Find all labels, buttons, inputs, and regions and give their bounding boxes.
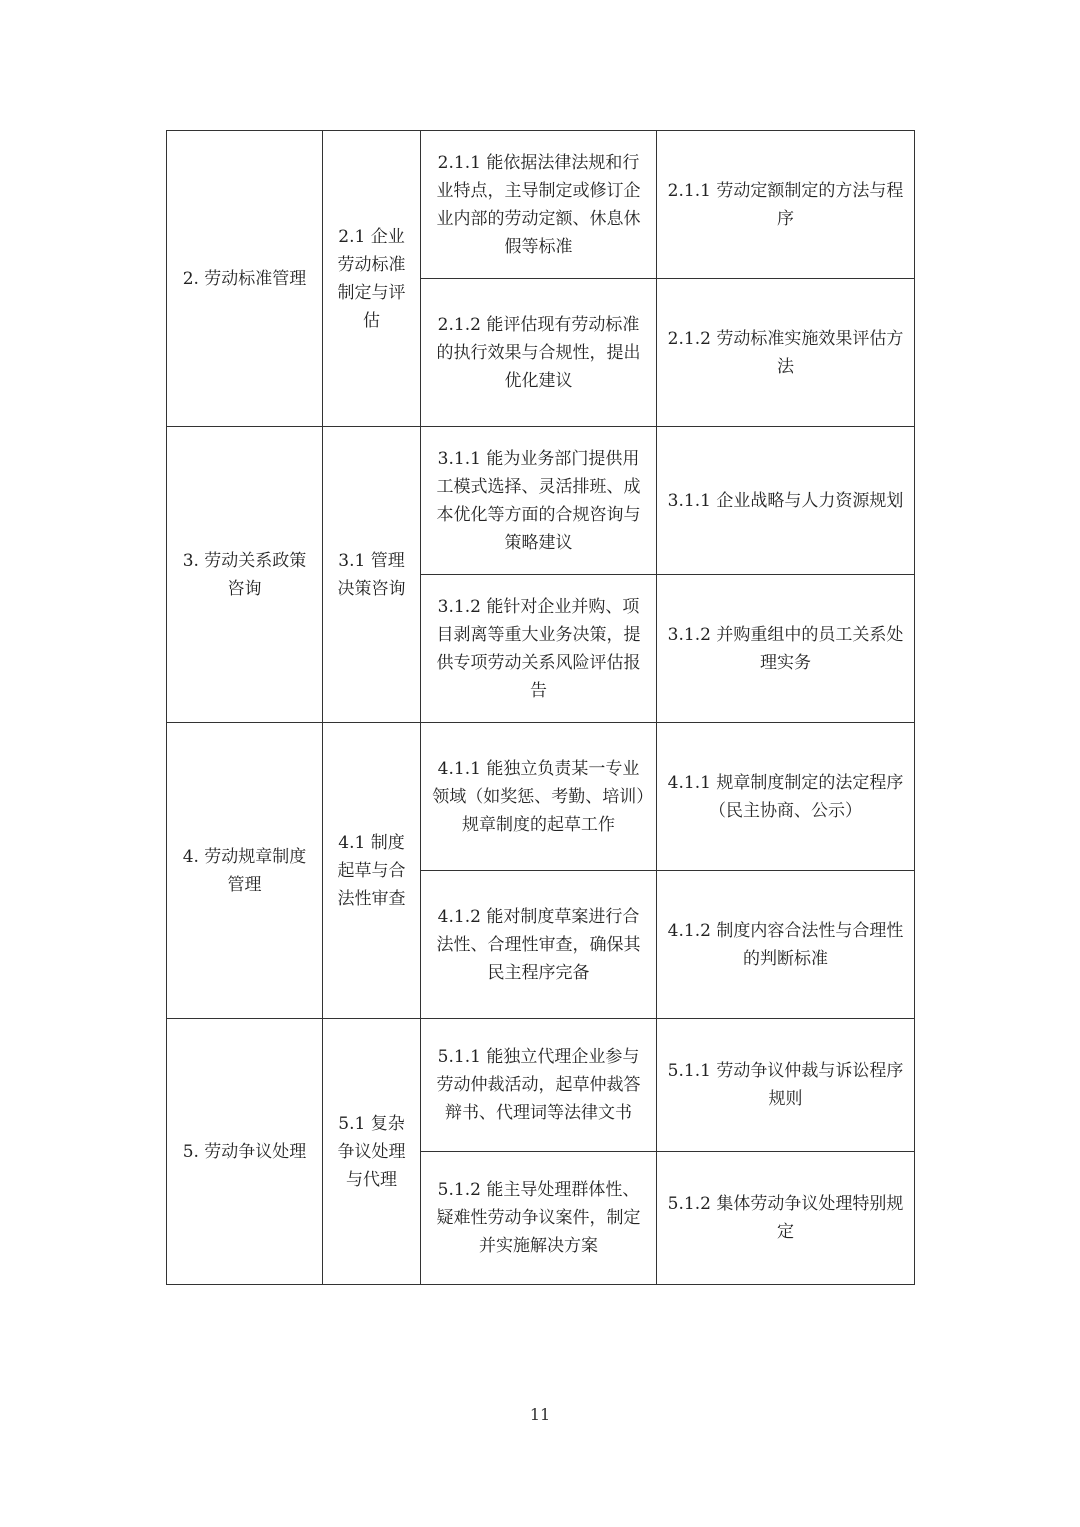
function-cell: 3. 劳动关系政策咨询: [167, 427, 323, 723]
knowledge-cell: 4.1.2 制度内容合法性与合理性的判断标准: [657, 871, 915, 1019]
table-row: [167, 723, 915, 871]
table-row: [167, 427, 915, 575]
page-number: 11: [529, 1405, 551, 1424]
skill-cell: 2.1.1 能依据法律法规和行业特点，主导制定或修订企业内部的劳动定额、休息休假等标准: [421, 131, 657, 279]
knowledge-cell: 3.1.2 并购重组中的员工关系处理实务: [657, 575, 915, 723]
knowledge-cell: 2.1.1 劳动定额制定的方法与程序: [657, 131, 915, 279]
skill-cell: 5.1.2 能主导处理群体性、疑难性劳动争议案件，制定并实施解决方案: [421, 1152, 657, 1285]
function-cell: 5. 劳动争议处理: [167, 1019, 323, 1285]
work-item-cell: 4.1 制度起草与合法性审查: [323, 723, 421, 1019]
skill-cell: 4.1.2 能对制度草案进行合法性、合理性审查，确保其民主程序完备: [421, 871, 657, 1019]
knowledge-cell: 5.1.1 劳动争议仲裁与诉讼程序规则: [657, 1019, 915, 1152]
competency-table: [166, 130, 915, 1285]
function-cell: 4. 劳动规章制度管理: [167, 723, 323, 1019]
knowledge-cell: 3.1.1 企业战略与人力资源规划: [657, 427, 915, 575]
work-item-cell: 3.1 管理决策咨询: [323, 427, 421, 723]
skill-cell: 3.1.1 能为业务部门提供用工模式选择、灵活排班、成本优化等方面的合规咨询与策略建议: [421, 427, 657, 575]
function-cell: 2. 劳动标准管理: [167, 131, 323, 427]
knowledge-cell: 2.1.2 劳动标准实施效果评估方法: [657, 279, 915, 427]
work-item-cell: 2.1 企业劳动标准制定与评估: [323, 131, 421, 427]
knowledge-cell: 4.1.1 规章制度制定的法定程序（民主协商、公示）: [657, 723, 915, 871]
skill-cell: 3.1.2 能针对企业并购、项目剥离等重大业务决策，提供专项劳动关系风险评估报告: [421, 575, 657, 723]
table-row: [167, 1019, 915, 1152]
table-row: [167, 131, 915, 279]
work-item-cell: 5.1 复杂争议处理与代理: [323, 1019, 421, 1285]
knowledge-cell: 5.1.2 集体劳动争议处理特别规定: [657, 1152, 915, 1285]
skill-cell: 2.1.2 能评估现有劳动标准的执行效果与合规性，提出优化建议: [421, 279, 657, 427]
skill-cell: 5.1.1 能独立代理企业参与劳动仲裁活动，起草仲裁答辩书、代理词等法律文书: [421, 1019, 657, 1152]
skill-cell: 4.1.1 能独立负责某一专业领域（如奖惩、考勤、培训）规章制度的起草工作: [421, 723, 657, 871]
